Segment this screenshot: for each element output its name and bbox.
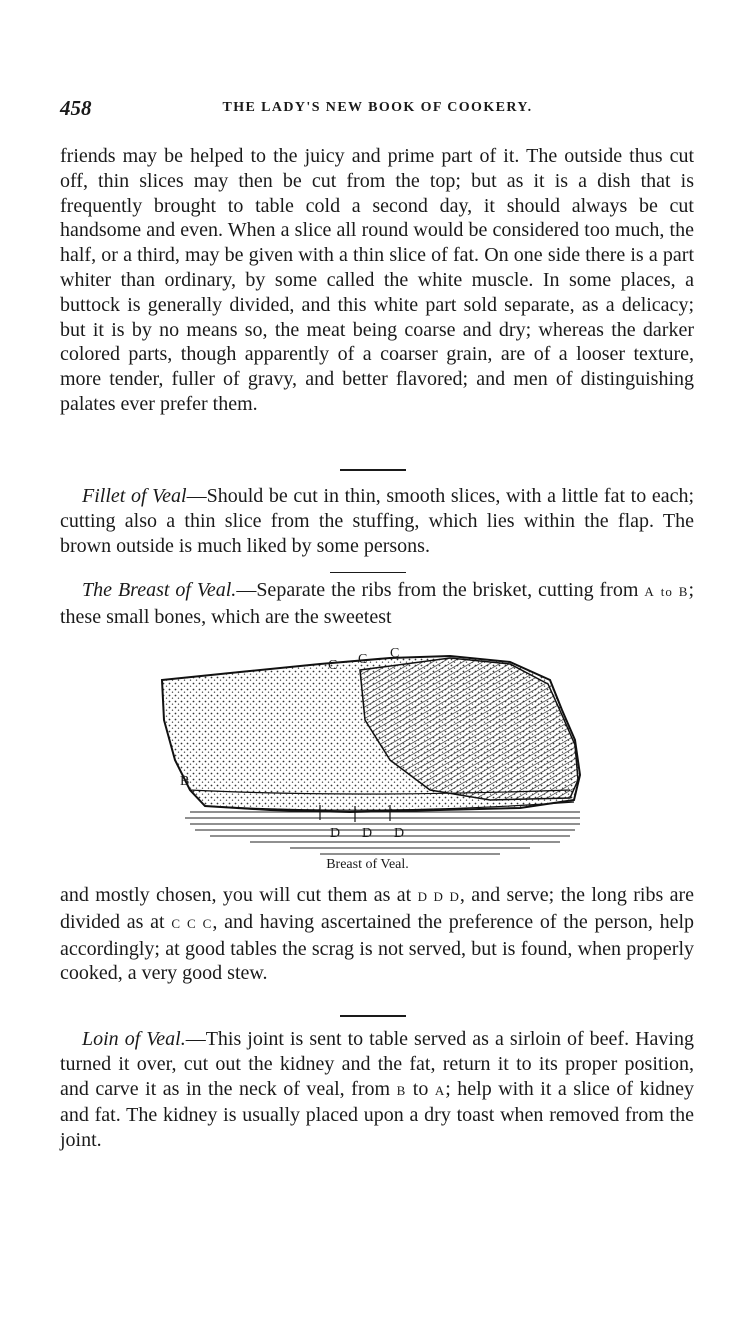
running-title: THE LADY'S NEW BOOK OF COOKERY.: [222, 100, 533, 115]
figure-label-d-3: D: [394, 826, 405, 841]
breast-text-b: ; these small bones, which are the sweetest: [60, 579, 695, 629]
page-header: [60, 96, 695, 120]
letter-a: A: [644, 584, 655, 600]
short-divider: [330, 572, 406, 573]
paragraph-breast: [60, 578, 694, 630]
word-to: to: [660, 584, 673, 600]
breast-continuation-c: , and having ascertained the preference of the person, help accordingly; at good tables the scrag is not served, but is found, when properly cooked, a very good stew.: [60, 910, 694, 985]
paragraph-loin: [60, 1027, 694, 1153]
paragraph-buttock: [60, 144, 694, 417]
figure-label-b: B: [180, 774, 190, 789]
paragraph-breast-continued: [60, 883, 694, 986]
figure-caption: Breast of Veal.: [326, 857, 409, 872]
page-number: 458: [60, 96, 92, 120]
figure-label-d-2: D: [362, 826, 373, 841]
figure-label-d-1: D: [330, 826, 341, 841]
breast-title: The Breast of Veal.: [82, 579, 237, 602]
loin-text-b: ; help with it a slice of kidney and fat. The kidney is usually placed upon a dry toast when removed from the joint.: [60, 1077, 695, 1152]
figure-label-c-1: C: [328, 658, 338, 673]
loin-letter-b: B: [396, 1082, 407, 1098]
letters-ddd: D D D: [417, 889, 460, 904]
figure-label-c-3: C: [390, 646, 400, 661]
fillet-title: Fillet of Veal: [82, 485, 187, 507]
letters-ccc: C C C: [171, 915, 213, 931]
paragraph-breast-continued-text: [60, 883, 694, 986]
letter-b: B: [678, 584, 689, 600]
breast-text-a: —Separate the ribs from the brisket, cutting from: [236, 579, 639, 602]
paragraph-buttock-text: friends may be helped to the juicy and prime part of it. The outside thus cut off, thin slices may then be cut from the top; but as it is a dish that is frequently brought to table cold a second day, it should always be cut handsome and even. When a slice all round would be considered too much, the half, or a third, may be given with a thin slice of fat. On one side there is a part whiter than ordinary, by some called the white muscle. In some places, a buttock is generally divided, and this white part sold separate, as a delicacy; but it is by no means so, the meat being coarse and dry; whereas the darker colored parts, though apparently of a coarser grain, are of a looser texture, more tender, fuller of gravy, and better flavored; and men of distinguishing palates ever prefer them.: [60, 145, 694, 415]
loin-word-to: to: [412, 1077, 429, 1100]
loin-text-a: —This joint is sent to table served as a sirloin of beef. Having turned it over, cut out the kidney and the fat, return it to its proper position, and carve it as in the neck of veal, from: [60, 1028, 694, 1100]
breast-continuation-b: , and serve; the long ribs are divided as at: [60, 884, 694, 933]
section-divider: [340, 1015, 406, 1017]
loin-title: Loin of Veal.: [82, 1028, 186, 1050]
figure-label-c-2: C: [358, 652, 368, 667]
fillet-text: —Should be cut in thin, smooth slices, with a little fat to each; cutting also a thin slice from the stuffing, which lies within the flap. The brown outside is much liked by some persons.: [60, 485, 695, 557]
section-fillet-and-breast: [60, 484, 694, 630]
breast-of-veal-figure: [150, 640, 590, 865]
loin-letter-a: A: [434, 1082, 446, 1098]
section-divider: [340, 469, 406, 471]
breast-continuation-a: and mostly chosen, you will cut them as at: [60, 884, 412, 906]
paragraph-loin-text: [60, 1027, 694, 1153]
paragraph-fillet: [60, 484, 694, 558]
